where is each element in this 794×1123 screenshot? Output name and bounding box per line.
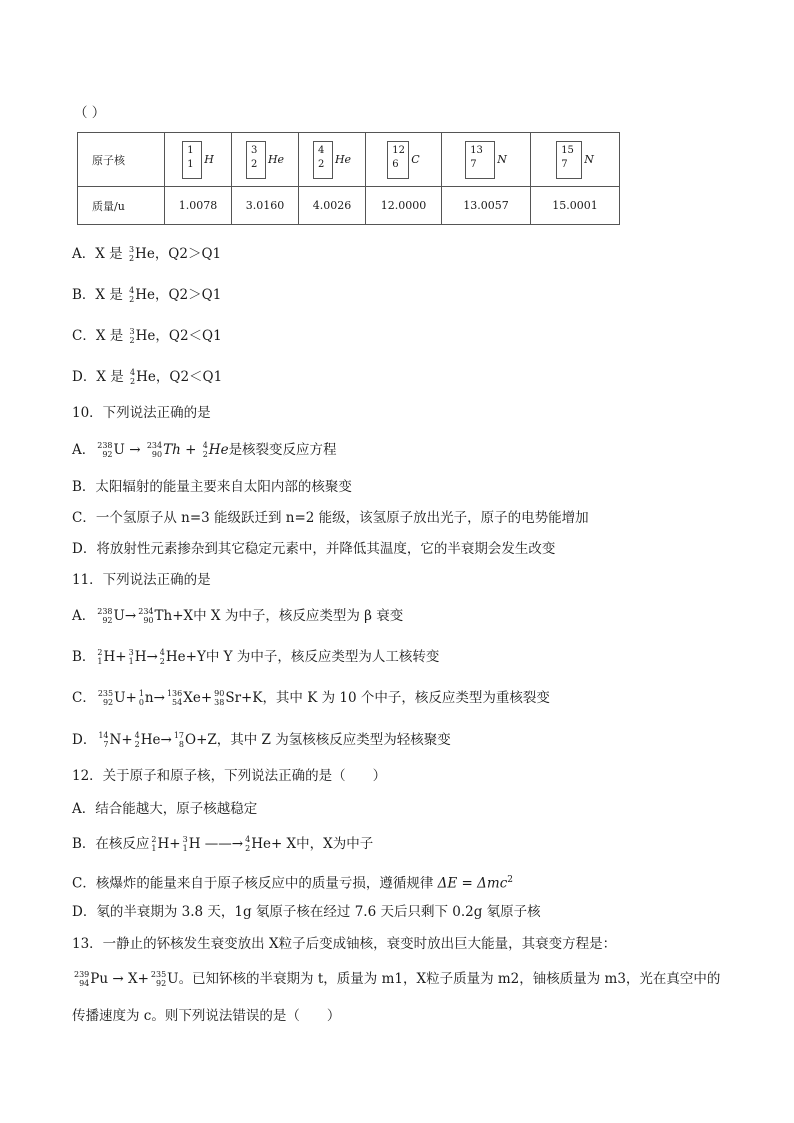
q10-option-b: B．太阳辐射的能量主要来自太阳内部的核聚变 — [72, 479, 352, 495]
q9-option-c: C．X 是 3 2 He，Q2＜Q1 — [72, 327, 222, 345]
table-row-label: 质量/u — [78, 187, 165, 225]
q10-option-c: C．一个氢原子从 n=3 能级跃迁到 n=2 能级，该氢原子放出光子，原子的电势能增加 — [72, 510, 589, 526]
q11-stem: 11．下列说法正确的是 — [72, 572, 211, 588]
table-cell: 13.0057 — [442, 187, 531, 225]
table-cell: 3.0160 — [232, 187, 299, 225]
q11-option-c: C． 235 92 U+ 1 0 n→ 136 54 Xe+ 90 38 Sr+K，其中 K 为 10 个中子，核反应类型为重核裂变 — [72, 689, 550, 707]
table-cell: 12 6 C — [366, 133, 442, 187]
table-cell: 1 1 H — [165, 133, 232, 187]
q11-option-a: A． 238 92 U→ 234 90 Th+X中 X 为中子，核反应类型为 β 衰变 — [72, 607, 404, 625]
q12-option-a: A．结合能越大，原子核越稳定 — [72, 801, 258, 817]
table-cell: 1.0078 — [165, 187, 232, 225]
q11-option-b: B． 2 1 H+ 3 1 H→ 4 2 He+Y中 Y 为中子，核反应类型为人工核转变 — [72, 648, 440, 666]
q11-option-d: D． 14 7 N+ 4 2 He→ 17 8 O+Z，其中 Z 为氢核核反应类型为轻核聚变 — [72, 731, 451, 749]
table-cell: 3 2 He — [232, 133, 299, 187]
table-cell: 4 2 He — [299, 133, 366, 187]
q12-option-d: D．氡的半衰期为 3.8 天，1g 氡原子核在经过 7.6 天后只剩下 0.2g 氡原子核 — [72, 904, 541, 920]
q9-option-b: B．X 是 4 2 He，Q2＞Q1 — [72, 286, 222, 304]
q9-option-d: D．X 是 4 2 He，Q2＜Q1 — [72, 368, 223, 386]
table-cell: 13 7 N — [442, 133, 531, 187]
q12-option-c: C．核爆炸的能量来自于原子核反应中的质量亏损，遵循规律 ΔE = Δmc$^2$ — [72, 875, 513, 892]
q10-stem: 10．下列说法正确的是 — [72, 405, 211, 421]
table-cell: 12.0000 — [366, 187, 442, 225]
q10-option-d: D．将放射性元素掺杂到其它稳定元素中，并降低其温度，它的半衰期会发生改变 — [72, 541, 556, 557]
q10-option-a: A． 238 92 U → 234 90 Th + 4 2 He是核裂变反应方程 — [72, 441, 337, 459]
q13-stem-line-3: 传播速度为 c。则下列说法错误的是（ ） — [72, 1008, 341, 1024]
header-paren: （ ） — [74, 105, 106, 121]
table-row-label: 原子核 — [78, 133, 165, 187]
nuclear-mass-table — [77, 132, 620, 225]
table-cell: 4.0026 — [299, 187, 366, 225]
q13-stem-line-1: 13．一静止的钚核发生衰变放出 X粒子后变成铀核，衰变时放出巨大能量，其衰变方程是： — [72, 936, 617, 952]
q9-option-a: A．X 是 3 2 He，Q2＞Q1 — [72, 245, 222, 263]
table-cell: 15.0001 — [531, 187, 620, 225]
q12-option-b: B．在核反应 2 1 H+ 3 1 H ——→ 4 2 He+ X中，X为中子 — [72, 835, 374, 853]
q12-stem: 12．关于原子和原子核，下列说法正确的是（ ） — [72, 768, 387, 784]
table-cell: 15 7 N — [531, 133, 620, 187]
q13-stem-line-2: 239 94 Pu → X+ 235 92 U。已知钚核的半衰期为 t，质量为 m1，X粒子质量为 m2，铀核质量为 m3，光在真空中的 — [74, 970, 721, 988]
